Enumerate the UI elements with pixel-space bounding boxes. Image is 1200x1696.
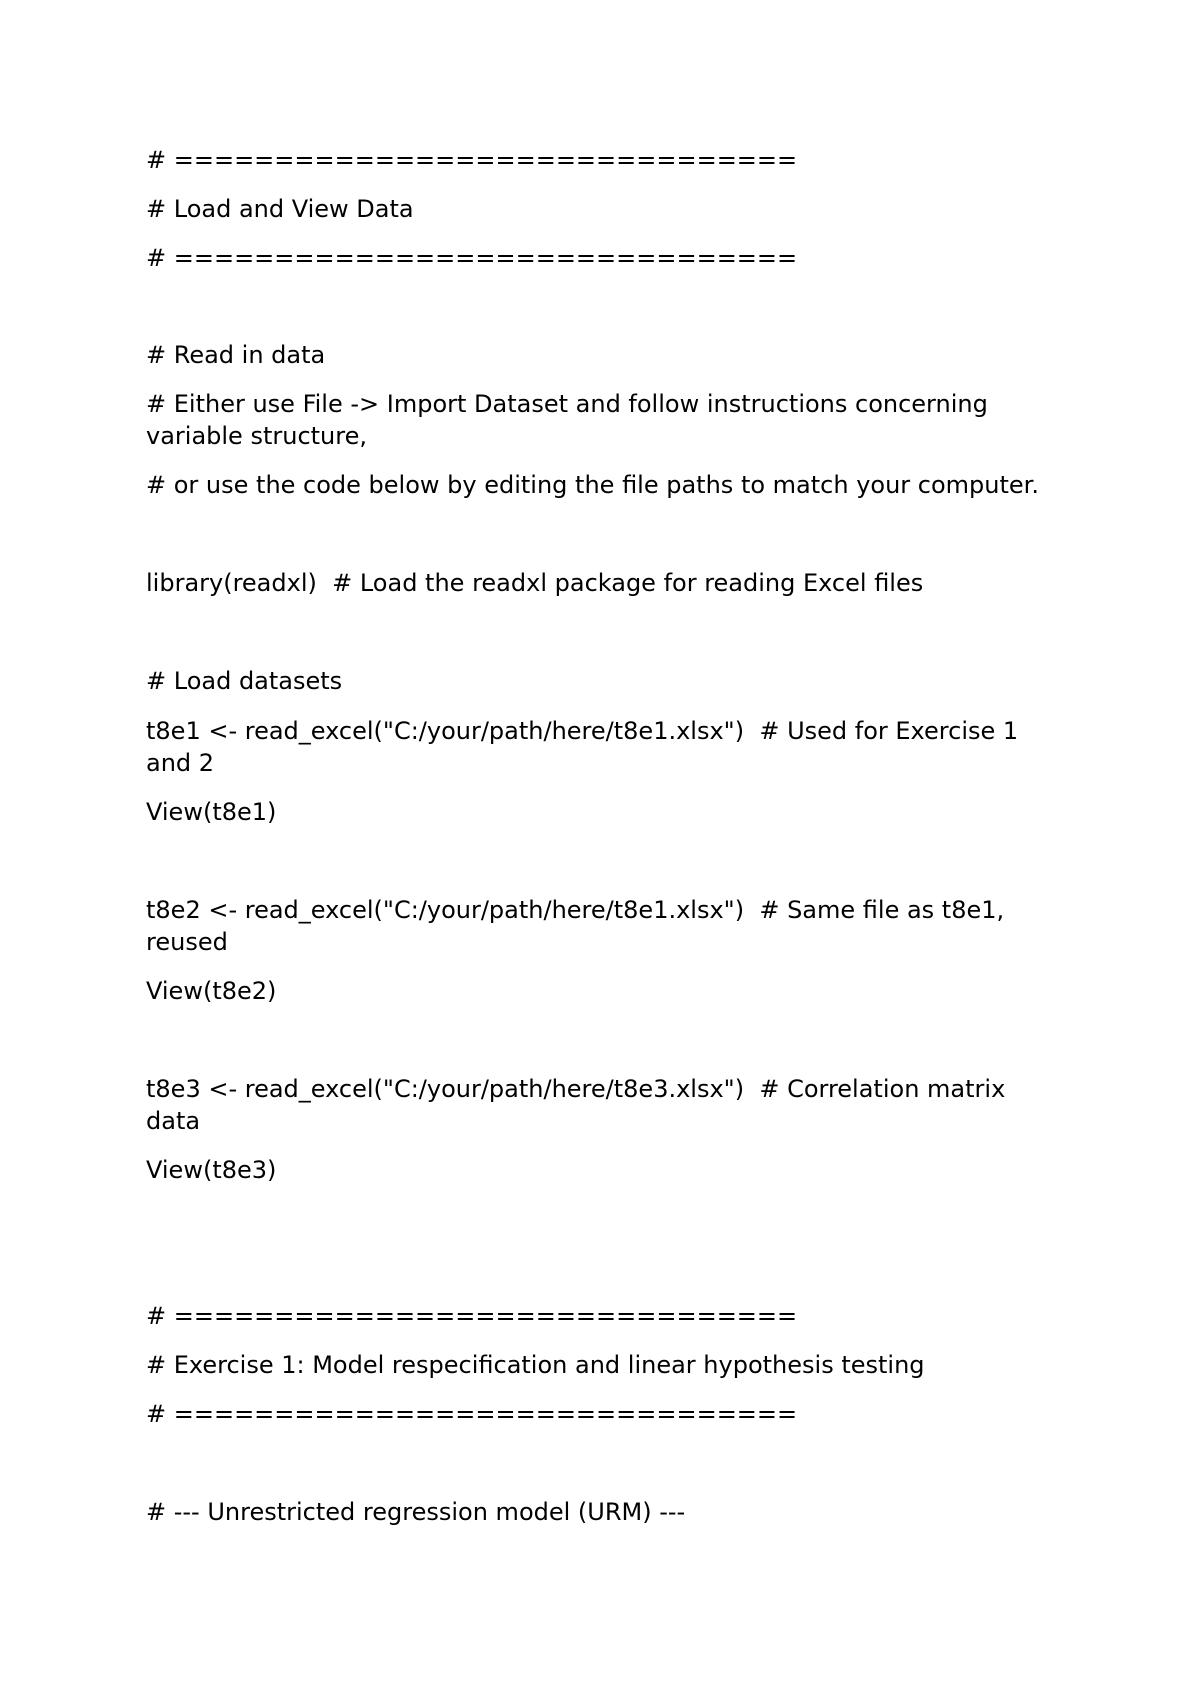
code-comment: # Read in data <box>146 341 326 369</box>
code-line: View(t8e3) <box>146 1156 277 1184</box>
code-line: t8e2 <- read_excel("C:/your/path/here/t8e1.xlsx") # Same file as t8e1, reused <box>146 896 1012 956</box>
section-divider: # =============================== <box>146 146 798 174</box>
code-line: t8e3 <- read_excel("C:/your/path/here/t8e3.xlsx") # Correlation matrix data <box>146 1075 1013 1135</box>
code-comment: # Either use File -> Import Dataset and follow instructions concerning variable structure, <box>146 390 996 450</box>
code-comment: # or use the code below by editing the file paths to match your computer. <box>146 471 1039 499</box>
code-line: View(t8e1) <box>146 798 277 826</box>
section-divider: # =============================== <box>146 1400 798 1428</box>
code-line: t8e1 <- read_excel("C:/your/path/here/t8e1.xlsx") # Used for Exercise 1 and 2 <box>146 717 1026 777</box>
code-line: View(t8e2) <box>146 977 277 1005</box>
section-heading: # Exercise 1: Model respecification and linear hypothesis testing <box>146 1351 925 1379</box>
code-comment: # Load datasets <box>146 667 343 695</box>
section-divider: # =============================== <box>146 244 798 272</box>
code-line: library(readxl) # Load the readxl package for reading Excel files <box>146 569 924 597</box>
code-comment: # --- Unrestricted regression model (URM) --- <box>146 1498 686 1526</box>
section-divider: # =============================== <box>146 1302 798 1330</box>
section-heading: # Load and View Data <box>146 195 414 223</box>
